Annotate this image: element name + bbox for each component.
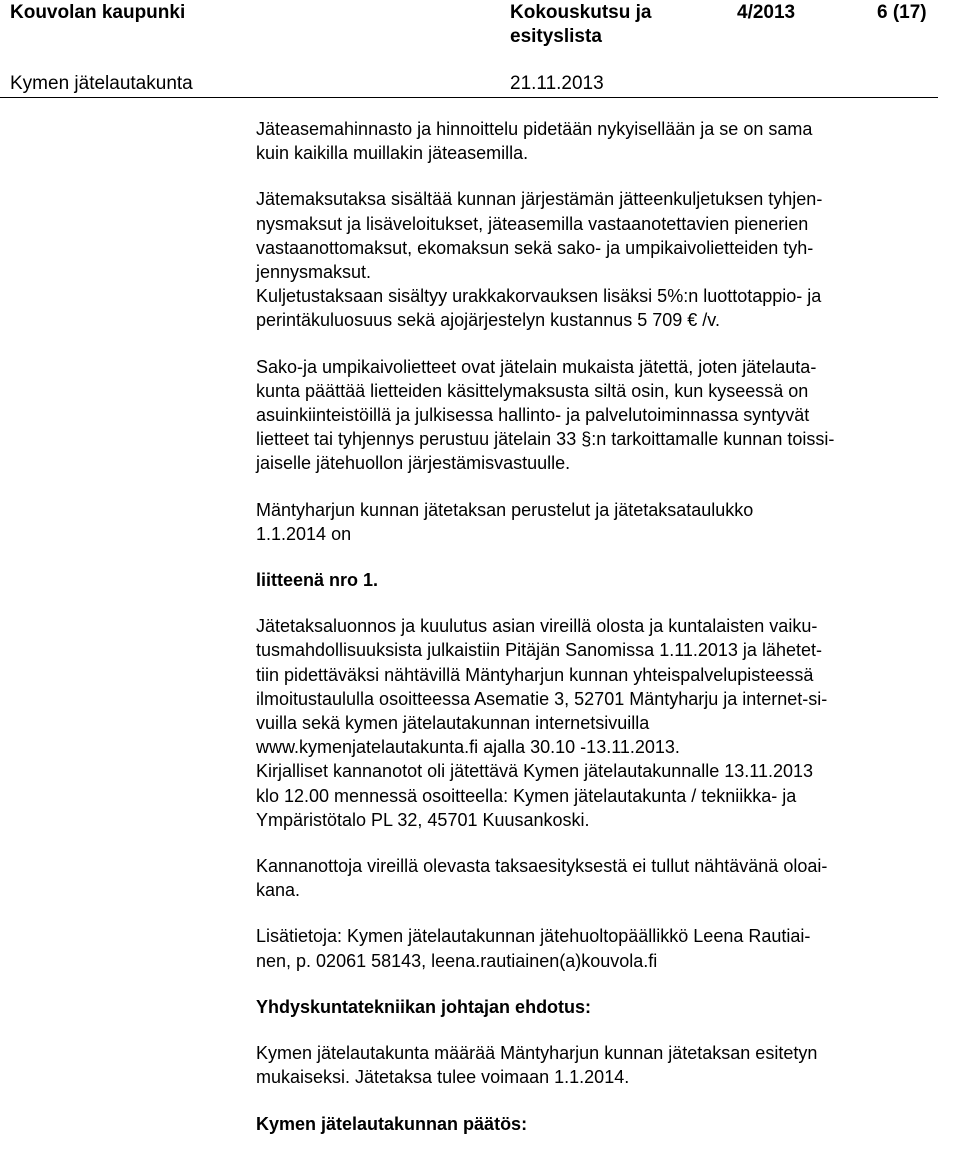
proposal-heading: Yhdyskuntatekniikan johtajan ehdotus: xyxy=(256,996,592,1017)
header-doc-type-line1: Kokouskutsu ja xyxy=(510,2,652,23)
header-page: 6 (17) xyxy=(877,2,927,23)
paragraph-contact-info: Lisätietoja: Kymen jätelautakunnan jätehuoltopäällikkö Leena Rautiai- nen, p. 02061 58143, leena.rautiainen(a)kouvola.fi xyxy=(256,926,811,971)
paragraph-transport-tariff: Kuljetustaksaan sisältyy urakkakorvauksen lisäksi 5%:n luottotappio- ja perintäkuluosuus sekä ajojärjestelyn kustannus 5 709 € /v. xyxy=(256,286,822,331)
paragraph-written-statements: Kirjalliset kannanotot oli jätettävä Kymen jätelautakunnalle 13.11.2013 klo 12.00 mennessä osoitteella: Kymen jätelautakunta / tekniikka- ja Ympäristötalo PL 32, 45701 Kuusankoski. xyxy=(256,761,814,830)
header-divider xyxy=(0,97,938,98)
paragraph-announcement: Jätetaksaluonnos ja kuulutus asian vireillä olosta ja kuntalaisten vaiku- tusmahdollisuuksista julkaistiin Pitäjän Sanomissa 1.11.2013 ja lähetet- tiin pidettäväksi nähtävillä Mäntyharjun kunnan yhteispalvelupisteessä ilmoitustaululla osoitteessa Asematie 3, 52701 Mäntyharju ja internet-si- vuilla sekä kymen jätelautakunnan internetsivuilla www.kymenjatelautakunta.fi ajalla 30.10 -13.11.2013. xyxy=(256,616,828,758)
paragraph-no-statements: Kannanottoja vireillä olevasta taksaesityksestä ei tullut nähtävänä oloai- kana. xyxy=(256,856,828,901)
paragraph-waste-station-pricing: Jäteasemahinnasto ja hinnoittelu pidetään nykyisellään ja se on sama kuin kaikilla muillakin jäteasemilla. xyxy=(256,119,813,164)
header-board: Kymen jätelautakunta xyxy=(10,73,193,94)
header-org: Kouvolan kaupunki xyxy=(10,2,186,23)
paragraph-waste-fee-tariff: Jätemaksutaksa sisältää kunnan järjestämän jätteenkuljetuksen tyhjen- nysmaksut ja lisäveloitukset, jäteasemilla vastaanotettavien pienerien vastaanottomaksut, ekomaksun sekä sako- ja umpikaivolietteiden tyh- jennysmaksut. xyxy=(256,189,823,283)
header-number: 4/2013 xyxy=(737,2,796,23)
attachment-reference: liitteenä nro 1. xyxy=(256,570,379,591)
header-date: 21.11.2013 xyxy=(510,73,604,94)
document-body xyxy=(256,117,946,1136)
paragraph-proposal: Kymen jätelautakunta määrää Mäntyharjun kunnan jätetaksan esitetyn mukaiseksi. Jätetaksa tulee voimaan 1.1.2014. xyxy=(256,1043,818,1088)
decision-heading: Kymen jätelautakunnan päätös: xyxy=(256,1113,528,1134)
paragraph-sludge: Sako-ja umpikaivolietteet ovat jätelain mukaista jätettä, joten jätelauta- kunta päättää lietteiden käsittelymaksusta siltä osin, kun kyseessä on asuinkiinteistöillä ja julkisessa hallinto- ja palvelutoiminnassa syntyvät lietteet tai tyhjennys perustuu jätelain 33 §:n tarkoittamalle kunnan toissi- jaiselle jätehuollon järjestämisvastuulle. xyxy=(256,356,835,474)
paragraph-tariff-reference: Mäntyharjun kunnan jätetaksan perustelut ja jätetaksataulukko 1.1.2014 on xyxy=(256,499,754,544)
header-doc-type-line2: esityslista xyxy=(510,26,602,47)
